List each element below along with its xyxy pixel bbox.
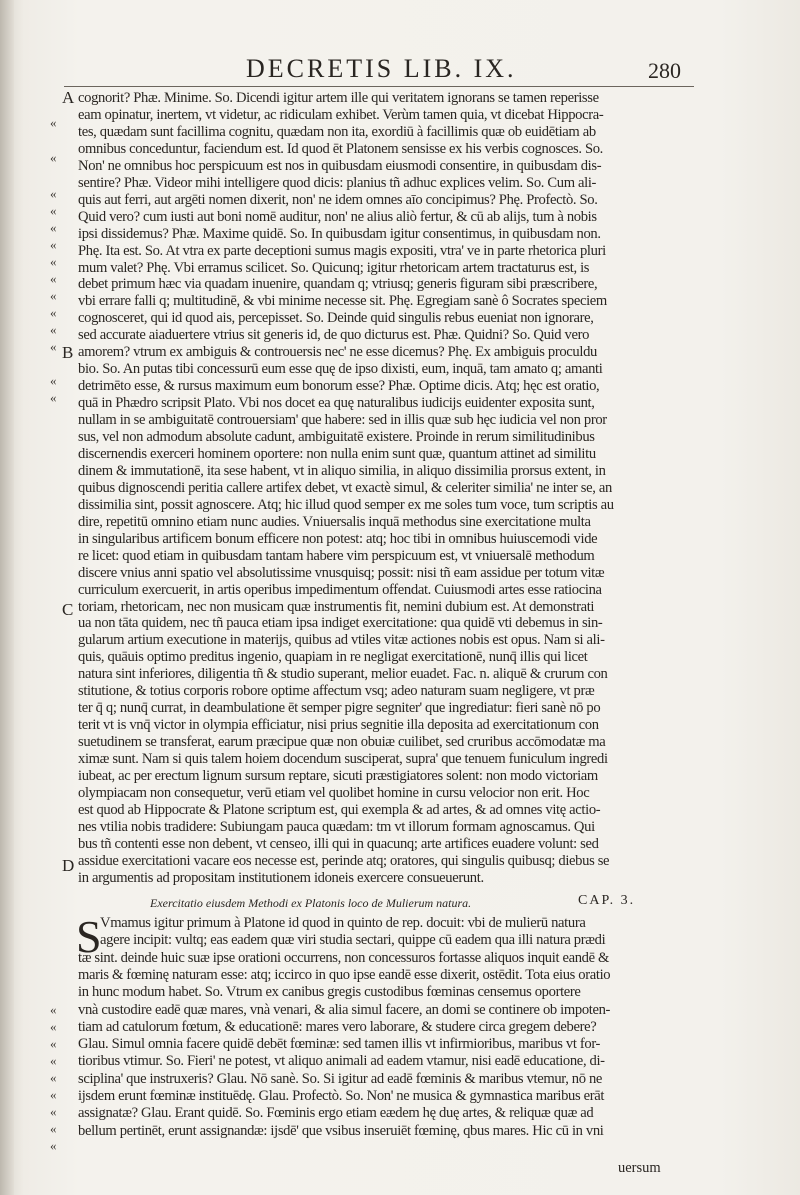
text-line: assidue exercitationi vacare eos necesse est, perinde atq; oratores, qui singulis quibusq; diebus se bbox=[78, 852, 610, 869]
margin-quote-mark: « bbox=[50, 1053, 57, 1068]
text-line: cognorit? Phæ. Minime. So. Dicendi igitur artem ille qui veritatem ignorans se tamen reperisse bbox=[78, 90, 599, 106]
chapter-text-line: bellum pertinēt, erunt assignandæ: ijsdē' que vsibus inseruiēt fœminę, qbus mares. Hic cū in vni bbox=[78, 1122, 604, 1139]
text-line: quibus dignoscendi peritia callere artifex debet, vt exactè simul, & celeriter similia' ne inter se, an bbox=[78, 479, 612, 496]
margin-quote-mark: « bbox=[50, 1138, 57, 1153]
text-line: toriam, rhetoricam, nec non musicam quæ instrumentis fit, nemini dubium est. At demonstrati bbox=[78, 598, 595, 615]
section-letter: C bbox=[62, 600, 74, 619]
text-line: omnibus conceduntur, faciendum est. Id quod ēt Platonem sensisse ex his verbis cognosces. So. bbox=[78, 140, 603, 157]
margin-quote-mark: « bbox=[50, 254, 57, 269]
text-line: gularum artium executione in materijs, quibus ad vtiles vitæ actiones nobis est opus. Nam si ali- bbox=[78, 632, 605, 649]
chapter-text-line: tiam ad catulorum fœtum, & educationē: mares vero laborare, & studere circa gregem debere? bbox=[78, 1018, 597, 1035]
text-line: nes vtilia nobis tradidere: Subiungam pauca quædam: tm vt illorum formam agnoscamus. Qui bbox=[78, 818, 595, 835]
margin-quote-mark: « bbox=[50, 1019, 57, 1034]
text-line: sed accurate aiaduertere vtrius sit generis id, de quo dicturus est. Phæ. Quidni? So. Quid vero bbox=[78, 327, 590, 344]
margin-quote-mark: « bbox=[50, 186, 57, 201]
text-line: est quod ab Hippocrate & Platone scriptum est, qui exempla & ad artes, & ad omnes vitę actio- bbox=[78, 801, 601, 818]
drop-capital: S bbox=[76, 911, 102, 962]
margin-quote-mark: « bbox=[50, 1002, 57, 1017]
margin-quote-mark: « bbox=[50, 1070, 57, 1085]
text-line: quis aut ferri, aut argēti nomen dixerit, non' ne idem omnes aīo concipimus? Phę. Profectò. So. bbox=[78, 191, 598, 208]
text-line: bus tñ contenti esse non debent, vt censeo, illi qui in quacunq; arte artifices euadere volunt: sed bbox=[78, 835, 599, 852]
chapter-text-line: in hunc modum habet. So. Vtrum ex canibus gregis custodibus fœminas censemus oportere bbox=[78, 984, 581, 1001]
text-line: curriculum exercuerit, in artis operibus impedimentum offendat. Cuiusmodi artes esse ratiocina bbox=[78, 581, 602, 598]
margin-quote-mark: « bbox=[50, 1036, 57, 1051]
section-letter: D bbox=[62, 856, 75, 875]
margin-quote-mark: « bbox=[50, 288, 57, 303]
text-line: Phę. Ita est. So. At vtra ex parte deceptioni sumus magis expositi, vtra' ve in parte rhetorica pluri bbox=[78, 242, 606, 259]
margin-quote-mark: « bbox=[50, 150, 57, 165]
text-line: olympiacam non consequetur, verū etiam vel quolibet homine in cursu velocior non erit. Hoc bbox=[78, 784, 590, 801]
catchword: uersum bbox=[618, 1160, 661, 1176]
margin-quote-mark: « bbox=[50, 220, 57, 235]
text-line: dinem & immutationē, ita sese habent, vt in aliquo similia, in aliquo dissimilia prorsus extent, in bbox=[78, 462, 606, 479]
chapter-text-line: Vmamus igitur primum à Platone id quod in quinto de rep. docuit: vbi de mulierū natura bbox=[100, 915, 586, 931]
text-line: dissimilia sint, possit agnoscere. Atq; hic illud quod semper ex me soles tum voce, tum scriptis au bbox=[78, 496, 614, 513]
chapter-text-line: maris & fœminę naturam esse: atq; iccirco in quo ipse eandē esse dixerit, ostēdit. Tota eius oratio bbox=[78, 966, 611, 983]
text-line: re licet: quod etiam in quibusdam tantam habere vim perspicuum est, vt vniuersalē methodum bbox=[78, 547, 595, 564]
text-line: nullam in se ambiguitatē controuersiam' que habere: sed in illis quæ sub hęc iudicia vel non pror bbox=[78, 412, 607, 429]
text-line: amorem? vtrum ex ambiguis & controuersis nec' ne esse dicemus? Phę. Ex ambiguis proculdu bbox=[78, 344, 597, 361]
text-line: detrimēto esse, & rursus maximum eum bonorum esse? Phæ. Optime dicis. Atq; hęc est oratio, bbox=[78, 378, 600, 395]
running-title: DECRETIS LIB. IX. bbox=[246, 54, 517, 83]
margin-quote-mark: « bbox=[50, 339, 57, 354]
text-line: stitutione, & totius corporis robore optime affectum vsq; adeo naturam suam negligere, vt præ bbox=[78, 683, 595, 700]
text-line: dire, repetitū omnino etiam nunc audies. Vniuersalis inquā methodus sine exercitatione multa bbox=[78, 513, 591, 530]
text-line: cognosceret, qui id quod ais, percepisset. So. Deinde quid singulis rebus eueniat non ignorare, bbox=[78, 310, 594, 327]
page-header bbox=[0, 54, 800, 88]
text-line: terit vt is vnq̄ victor in olympia efficiatur, nisi prius segnitie illa deposita ad exercitationum con bbox=[78, 717, 599, 734]
text-line: ua non tāta quidem, nec tñ pauca etiam ipsa indiget exercitatione: qua quidē vti debemus in sin- bbox=[78, 615, 603, 632]
text-line: quis, quāuis optimo preditus ingenio, quapiam in re negligat exercitationē, nunq̄ illis qui licet bbox=[78, 649, 588, 666]
text-line: suetudinem se transferat, earum præcipue quæ non obuiæ cuilibet, sed cruribus accōmodatæ ma bbox=[78, 734, 606, 751]
chapter-label: CAP. 3. bbox=[578, 893, 636, 908]
chapter-text-line: vnà custodire eadē quæ mares, vnà venari, & alia simul facere, an domi se continere ob impoten- bbox=[78, 1001, 611, 1018]
text-line: iubeat, ac per erectum lignum sursum reptare, sicuti præstigiatores solent: non modo victoriam bbox=[78, 768, 598, 784]
header-rule bbox=[64, 86, 694, 87]
text-line: ter q̄ q; nunq̄ currat, in deambulatione ēt semper pigre segniter' que ingrediatur: fieri sanè nō po bbox=[78, 700, 601, 717]
text-line: Quid vero? cum iusti aut boni nomē auditur, non' ne alius aliò fertur, & cū ab alijs, tum à nobis bbox=[78, 208, 597, 225]
chapter-text-line: tioribus vtimur. So. Fieri' ne potest, vt aliquo animali ad eadem vtamur, nisi eadē educatione, di- bbox=[78, 1053, 605, 1070]
text-line: discere vnius anni spatio vel absolutissime vnusquisq; possit: nisi tñ eam assidue per totum vitæ bbox=[78, 564, 605, 581]
page-gutter-shadow bbox=[0, 0, 14, 1195]
text-line: bio. So. An putas tibi concessurū eum esse quę de ipso dixisti, eum, inquā, tam amato q; amanti bbox=[78, 361, 603, 378]
text-line: natura sint inferiores, diligentia tñ & studio superant, melior euadet. Fac. n. aliquē & crurum con bbox=[78, 666, 608, 683]
text-line: in argumentis ad propositam institutionem idoneis exercere consueuerunt. bbox=[78, 869, 484, 886]
text-line: in singularibus artificem bonum efficere non potest: atq; hoc tibi in omnibus huiuscemodi vide bbox=[78, 530, 598, 547]
chapter-text-line: tæ sint. deinde huic suæ ipse orationi occurrens, non concessuros fortasse aliquos inquit eandē & bbox=[78, 949, 610, 966]
text-line: quā in Phædro scripsit Plato. Vbi nos docet ea quę naturalibus iudicijs euidenter exposita sunt, bbox=[78, 395, 595, 412]
page-number: 280 bbox=[648, 58, 681, 83]
margin-quote-mark: « bbox=[50, 237, 57, 252]
section-letter: A bbox=[62, 88, 75, 107]
text-line: mum valet? Phę. Vbi erramus scilicet. So. Quicunq; igitur rhetoricam artem tractaturus est, is bbox=[78, 259, 590, 276]
text-line: ximæ sunt. Nam si quis talem hoiem docendum susciperat, supra' que tenuem funiculum ingredi bbox=[78, 751, 608, 768]
margin-quote-mark: « bbox=[50, 305, 57, 320]
text-line: ipsi dissidemus? Phæ. Maxime quidē. So. In quibusdam igitur consentimus, in quibusdam non. bbox=[78, 225, 601, 242]
section-letter: B bbox=[62, 343, 74, 362]
text-line: sentire? Phæ. Videor mihi intelligere quod dicis: planius tñ adhuc explices velim. So. Cum ali- bbox=[78, 174, 597, 191]
chapter-text-line: Glau. Simul omnia facere quidē debēt fœminæ: sed tamen illis vt infirmioribus, maribus vt for- bbox=[78, 1036, 601, 1053]
chapter-text-line: ijsdem erunt fœminæ instituēdę. Glau. Profectò. So. Non' ne musica & gymnastica maribus erāt bbox=[78, 1088, 605, 1104]
chapter-text-line: agere incipit: vultq; eas eadem quæ viri studia sectari, quippe cū eadem qua illi natura prædi bbox=[100, 932, 606, 949]
text-line: vbi errare falli q; multitudinē, & vbi minime necesse sit. Phę. Egregiam sanè ô Socrates speciem bbox=[78, 293, 607, 310]
margin-quote-mark: « bbox=[50, 390, 57, 405]
margin-quote-mark: « bbox=[50, 115, 57, 130]
margin-quote-mark: « bbox=[50, 271, 57, 286]
margin-quote-mark: « bbox=[50, 1121, 57, 1136]
margin-quote-mark: « bbox=[50, 373, 57, 388]
margin-quote-mark: « bbox=[50, 1087, 57, 1102]
text-line: Non' ne omnibus hoc perspicuum est nos in quibusdam eiusmodi consentire, in quibusdam dis- bbox=[78, 157, 602, 174]
text-line: eam opinatur, inertem, vt videtur, ac ridiculam exhibet. Verùm tamen quia, vt dicebat Hippocra- bbox=[78, 106, 604, 123]
text-line: sus, vel non admodum absolute cadunt, ambiguitatē existere. Proinde in rerum similitudinibus bbox=[78, 429, 595, 445]
text-line: tes, quædam sunt facillima cognitu, quædam non ita, exordiū à facillimis quæ ob euidētiam ab bbox=[78, 123, 596, 140]
text-line: discernendis exerceri hominem oportere: non nulla enim sunt quæ, quantum attinet ad similitu bbox=[78, 445, 596, 462]
margin-quote-mark: « bbox=[50, 203, 57, 218]
chapter-text-line: assignatæ? Glau. Erant quidē. So. Fœminis ergo etiam eædem hę duę artes, & reliquæ quæ ad bbox=[78, 1105, 594, 1122]
chapter-subtitle: Exercitatio eiusdem Methodi ex Platonis loco de Mulierum natura. bbox=[150, 896, 472, 910]
text-line: debet primum hæc via quadam inuenire, quandam q; vtriusq; generis figuram sibi præscribere, bbox=[78, 276, 598, 293]
margin-quote-mark: « bbox=[50, 322, 57, 337]
margin-quote-mark: « bbox=[50, 1104, 57, 1119]
chapter-text-line: sciplina' que instruxeris? Glau. Nō sanè. So. Si igitur ad eadē fœminis & maribus vtemur, nō ne bbox=[78, 1070, 603, 1087]
